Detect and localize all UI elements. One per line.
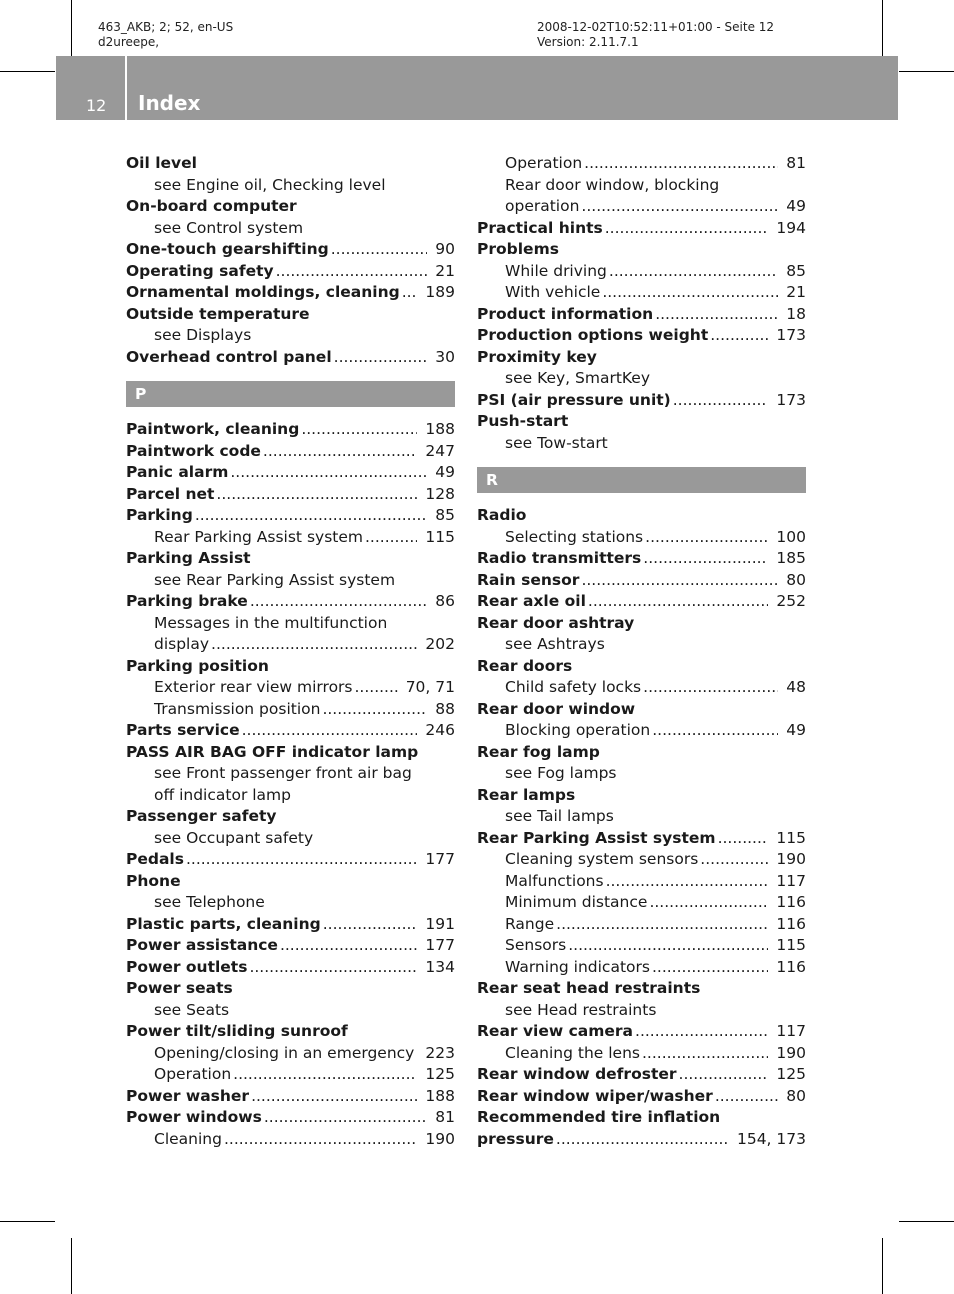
index-entry-label: Ornamental moldings, cleaning: [126, 283, 400, 301]
index-page-ref: 190: [776, 1043, 806, 1062]
index-page-ref: 185: [776, 549, 806, 567]
index-entry: [126, 484, 455, 506]
index-page-ref: 18: [786, 304, 806, 323]
dot-leader: [700, 849, 768, 871]
index-entry: [126, 871, 455, 893]
crop-mark: [71, 0, 72, 56]
index-subentry: [477, 720, 806, 742]
index-page-ref: 80: [786, 570, 806, 589]
index-entry-label: Parts service: [126, 721, 240, 739]
index-page-ref: 134: [425, 957, 455, 976]
index-entry-label: see Control system: [154, 218, 304, 237]
index-page-ref: 117: [776, 871, 806, 890]
index-entry-label: Recommended tire inflation: [477, 1108, 721, 1126]
crop-mark: [882, 0, 883, 56]
index-page-ref: 21: [435, 261, 455, 280]
dot-leader: [605, 218, 769, 240]
index-entry: [126, 978, 455, 1000]
index-subentry: [126, 527, 455, 549]
index-page-ref: 190: [776, 850, 806, 868]
index-entry-label: Cleaning the lens: [505, 1043, 640, 1062]
index-page-ref: 48: [786, 678, 806, 696]
index-page-ref: 116: [776, 957, 806, 976]
index-entry-label: Range: [505, 914, 555, 933]
index-entry-label: One-touch gearshifting: [126, 240, 329, 258]
index-subentry: [477, 1043, 806, 1065]
index-entry: [126, 806, 455, 828]
index-page-ref: 30: [435, 347, 455, 366]
index-entry: [477, 1107, 806, 1129]
index-entry-label: With vehicle: [505, 283, 601, 301]
index-subentry: [126, 1064, 455, 1086]
index-entry-label: Outside temperature: [126, 304, 310, 323]
index-entry-label: see Tow-start: [505, 433, 608, 452]
index-subentry: [477, 914, 806, 936]
index-entry-label: Operating safety: [126, 261, 274, 280]
index-entry: [126, 505, 455, 527]
index-entry: [126, 914, 455, 936]
index-page-ref: 190: [425, 1129, 455, 1148]
dot-leader: [602, 282, 778, 304]
index-entry-label: PSI (air pressure unit): [477, 390, 671, 409]
index-letter-heading: R: [477, 467, 806, 493]
crop-mark: [0, 71, 55, 72]
index-entry-label: Product information: [477, 304, 654, 323]
dot-leader: [568, 935, 768, 957]
index-entry-label: Transmission position: [154, 699, 321, 718]
index-entry: [477, 699, 806, 721]
index-entry: [126, 441, 455, 463]
dot-leader: [276, 261, 428, 283]
index-entry-label: Power tilt/sliding sunroof: [126, 1022, 348, 1040]
index-entry-label: Rear seat head restraints: [477, 979, 701, 997]
index-entry: [126, 849, 455, 871]
index-entry-label: Radio transmitters: [477, 549, 642, 567]
index-entry: [477, 570, 806, 592]
index-entry-label: While driving: [505, 261, 607, 280]
dot-leader: [652, 720, 778, 742]
dot-leader: [263, 441, 417, 463]
index-entry: [477, 1086, 806, 1108]
index-entry-label: Parking: [126, 506, 193, 524]
index-entry-label: Rear window wiper/washer: [477, 1086, 713, 1105]
dot-leader: [250, 591, 427, 613]
dot-leader: [334, 347, 428, 369]
dot-leader: [718, 828, 769, 850]
index-entry: [477, 239, 806, 261]
index-page-ref: 115: [776, 936, 806, 954]
index-page-ref: 125: [425, 1065, 455, 1083]
index-subentry: [477, 153, 806, 175]
index-subentry: [126, 634, 455, 656]
index-subentry: [126, 613, 455, 635]
index-page-ref: 90: [435, 240, 455, 258]
index-subentry: [477, 634, 806, 656]
index-entry-label: Pedals: [126, 850, 184, 868]
dot-leader: [323, 914, 418, 936]
index-entry-label: Plastic parts, cleaning: [126, 914, 321, 933]
index-entry: [477, 785, 806, 807]
index-subentry: [477, 957, 806, 979]
index-entry: [477, 505, 806, 527]
dot-leader: [322, 699, 427, 721]
dot-leader: [249, 957, 417, 979]
dot-leader: [224, 1129, 417, 1151]
dot-leader: [652, 957, 768, 979]
index-entry: [126, 239, 455, 261]
dot-leader: [673, 390, 769, 412]
index-entry-label: Opening/closing in an emergency: [154, 1043, 415, 1062]
index-page-ref: 80: [786, 1086, 806, 1105]
index-entry: [477, 978, 806, 1000]
dot-leader: [715, 1086, 778, 1108]
index-entry: [126, 1086, 455, 1108]
dot-leader: [643, 548, 768, 570]
index-entry: [477, 828, 806, 850]
dot-leader: [280, 935, 417, 957]
page-number: 12: [86, 96, 107, 115]
index-subentry: [477, 677, 806, 699]
index-page-ref: 247: [425, 441, 455, 460]
dot-leader: [211, 634, 417, 656]
index-entry: [477, 325, 806, 347]
index-entry-label: Power seats: [126, 979, 233, 997]
index-entry-label: Rear door window: [477, 699, 636, 718]
index-entry-label: Rear Parking Assist system: [154, 527, 363, 546]
dot-leader: [609, 261, 778, 283]
index-subentry: [477, 433, 806, 455]
dot-leader: [216, 484, 417, 506]
print-meta-right: [537, 20, 774, 50]
index-page-ref: 188: [425, 420, 455, 438]
index-page-ref: 49: [786, 721, 806, 739]
index-page-ref: 49: [786, 197, 806, 215]
dot-leader: [635, 1021, 768, 1043]
index-subentry: [477, 527, 806, 549]
index-page-ref: 81: [435, 1108, 455, 1126]
index-subentry: [477, 806, 806, 828]
index-subentry: [477, 849, 806, 871]
dot-leader: [230, 462, 427, 484]
dot-leader: [710, 325, 768, 347]
index-page-ref: 154, 173: [736, 1129, 806, 1148]
index-entry-label: Parcel net: [126, 484, 215, 503]
index-entry: [126, 720, 455, 742]
print-meta-line: 463_AKB; 2; 52, en-US: [98, 20, 234, 34]
index-entry-label: Cleaning system sensors: [505, 850, 699, 868]
index-page-ref: 116: [776, 914, 806, 933]
index-page-ref: 177: [425, 850, 455, 868]
index-page-ref: 223: [425, 1043, 455, 1062]
index-entry-label: see Rear Parking Assist system: [154, 570, 396, 589]
index-entry-label: Operation: [154, 1065, 232, 1083]
index-entry-label: Practical hints: [477, 218, 603, 237]
index-page-ref: 85: [786, 261, 806, 280]
index-entry-label: Power assistance: [126, 936, 278, 954]
index-entry: [126, 196, 455, 218]
index-page-ref: 88: [435, 699, 455, 718]
index-subentry: [477, 196, 806, 218]
dot-leader: [365, 527, 417, 549]
index-entry-label: Selecting stations: [505, 527, 644, 546]
index-entry-label: see Ashtrays: [505, 635, 605, 653]
index-entry-label: Problems: [477, 240, 559, 258]
index-entry: [477, 548, 806, 570]
index-subentry: [126, 892, 455, 914]
dot-leader: [233, 1064, 417, 1086]
dot-leader: [301, 419, 417, 441]
index-page-ref: 70, 71: [405, 678, 455, 696]
index-subentry: [477, 261, 806, 283]
header-divider: [125, 56, 127, 120]
index-page-ref: 115: [425, 527, 455, 546]
index-entry: [477, 1064, 806, 1086]
index-entry-label: see Displays: [154, 326, 252, 344]
index-entry: [126, 261, 455, 283]
index-entry-label: Warning indicators: [505, 957, 650, 976]
index-subentry: [477, 763, 806, 785]
dot-leader: [242, 720, 418, 742]
dot-leader: [642, 1043, 768, 1065]
index-column-right: [477, 153, 806, 1150]
index-subentry: [477, 871, 806, 893]
index-subentry: [126, 828, 455, 850]
index-entry: [477, 218, 806, 240]
index-entry-label: Rear door window, blocking: [505, 175, 720, 194]
index-entry-label: Paintwork, cleaning: [126, 420, 300, 438]
print-meta-line: Version: 2.11.7.1: [537, 35, 639, 49]
dot-leader: [251, 1086, 417, 1108]
index-page-ref: 252: [776, 592, 806, 610]
index-entry: [126, 1107, 455, 1129]
index-subentry: [126, 763, 455, 785]
index-entry-label: Malfunctions: [505, 871, 604, 890]
index-entry-label: Rain sensor: [477, 570, 580, 589]
crop-mark: [71, 1238, 72, 1294]
dot-leader: [679, 1064, 769, 1086]
index-page-ref: 21: [786, 283, 806, 301]
dot-leader: [581, 196, 778, 218]
dot-leader: [606, 871, 769, 893]
index-entry-label: Sensors: [505, 936, 567, 954]
index-entry-label: Panic alarm: [126, 463, 229, 481]
index-subentry: [126, 785, 455, 807]
index-page-ref: 125: [776, 1065, 806, 1083]
index-entry-label: display: [154, 635, 210, 653]
index-entry-label: Parking Assist: [126, 549, 251, 567]
index-entry: [477, 1021, 806, 1043]
index-column-left: [126, 153, 455, 1150]
index-entry: [126, 153, 455, 175]
index-entry-label: Phone: [126, 871, 181, 890]
index-entry-label: Rear lamps: [477, 785, 576, 804]
index-subentry: [477, 1000, 806, 1022]
index-entry-label: Rear axle oil: [477, 592, 586, 610]
index-entry: [477, 742, 806, 764]
index-entry: [477, 1129, 806, 1151]
index-entry: [126, 1021, 455, 1043]
index-page-ref: 191: [425, 914, 455, 933]
index-entry-label: see Telephone: [154, 893, 265, 911]
index-subentry: [126, 1129, 455, 1151]
dot-leader: [416, 1043, 417, 1065]
dot-leader: [581, 570, 778, 592]
dot-leader: [556, 914, 768, 936]
dot-leader: [195, 505, 427, 527]
dot-leader: [588, 591, 769, 613]
index-entry: [126, 282, 455, 304]
index-page-ref: 128: [425, 484, 455, 503]
index-entry-label: Rear door ashtray: [477, 613, 635, 632]
print-meta-line: 2008-12-02T10:52:11+01:00 - Seite 12: [537, 20, 775, 34]
index-entry-label: Rear Parking Assist system: [477, 828, 716, 847]
index-subentry: [126, 570, 455, 592]
index-entry: [126, 548, 455, 570]
index-entry: [477, 411, 806, 433]
index-page-ref: 49: [435, 463, 455, 481]
index-page-ref: 116: [776, 893, 806, 911]
index-entry-label: Messages in the multifunction: [154, 613, 388, 632]
index-entry-label: operation: [505, 197, 580, 215]
print-meta-line: d2ureepe,: [98, 35, 160, 49]
dot-leader: [264, 1107, 427, 1129]
index-entry-label: Blocking operation: [505, 721, 651, 739]
index-page-ref: 194: [776, 218, 806, 237]
index-entry: [126, 656, 455, 678]
index-entry-label: Power washer: [126, 1086, 250, 1105]
dot-leader: [649, 892, 768, 914]
index-subentry: [126, 218, 455, 240]
index-entry-label: Passenger safety: [126, 807, 277, 825]
index-entry: [477, 347, 806, 369]
index-entry: [477, 613, 806, 635]
index-entry: [126, 304, 455, 326]
index-entry-label: see Tail lamps: [505, 807, 614, 825]
crop-mark: [882, 1238, 883, 1294]
index-entry: [477, 656, 806, 678]
index-page-ref: 173: [776, 326, 806, 344]
index-entry: [477, 304, 806, 326]
dot-leader: [655, 304, 778, 326]
index-page-ref: 115: [776, 828, 806, 847]
index-page-ref: 100: [776, 527, 806, 546]
index-entry-label: see Seats: [154, 1000, 230, 1019]
index-entry-label: pressure: [477, 1129, 554, 1148]
index-entry-label: see Head restraints: [505, 1000, 657, 1019]
index-entry-label: see Engine oil, Checking level: [154, 175, 386, 194]
index-entry: [126, 935, 455, 957]
dot-leader: [584, 153, 778, 175]
index-subentry: [126, 175, 455, 197]
index-entry: [477, 390, 806, 412]
index-entry-label: Push-start: [477, 412, 569, 430]
index-entry: [477, 591, 806, 613]
index-entry-label: Production options weight: [477, 326, 709, 344]
index-page-ref: 189: [425, 283, 455, 301]
dot-leader: [402, 282, 418, 304]
index-entry-label: Parking brake: [126, 592, 248, 610]
dot-leader: [645, 527, 768, 549]
index-entry-label: Exterior rear view mirrors: [154, 678, 353, 696]
index-entry: [126, 742, 455, 764]
print-meta-left: [98, 20, 233, 50]
index-subentry: [477, 368, 806, 390]
index-entry-label: PASS AIR BAG OFF indicator lamp: [126, 742, 419, 761]
index-entry-label: Minimum distance: [505, 893, 648, 911]
index-entry: [126, 419, 455, 441]
index-subentry: [126, 1043, 455, 1065]
index-page-ref: 117: [776, 1022, 806, 1040]
index-entry-label: Power windows: [126, 1108, 262, 1126]
index-entry-label: Overhead control panel: [126, 347, 332, 366]
dot-leader: [643, 677, 778, 699]
index-subentry: [126, 677, 455, 699]
index-entry-label: Cleaning: [154, 1129, 222, 1148]
index-page-ref: 202: [425, 635, 455, 653]
index-entry-label: Rear window defroster: [477, 1065, 677, 1083]
index-page-ref: 86: [435, 592, 455, 610]
index-page-ref: 85: [435, 506, 455, 524]
index-entry-label: see Front passenger front air bag: [154, 764, 412, 782]
index-entry: [126, 462, 455, 484]
index-subentry: [477, 935, 806, 957]
index-entry-label: On-board computer: [126, 197, 297, 215]
index-entry: [126, 591, 455, 613]
index-entry-label: see Key, SmartKey: [505, 369, 651, 387]
crop-mark: [899, 71, 954, 72]
index-entry-label: Rear doors: [477, 656, 573, 675]
index-entry: [126, 957, 455, 979]
index-subentry: [126, 1000, 455, 1022]
index-entry-label: Oil level: [126, 154, 197, 172]
index-entry-label: Power outlets: [126, 957, 248, 976]
crop-mark: [0, 1221, 55, 1222]
index-entry-label: Child safety locks: [505, 678, 642, 696]
index-entry-label: Rear fog lamp: [477, 742, 600, 761]
index-entry-label: see Occupant safety: [154, 828, 314, 847]
index-subentry: [477, 282, 806, 304]
index-entry-label: Radio: [477, 506, 527, 524]
index-entry: [126, 347, 455, 369]
section-title: Index: [138, 91, 201, 115]
index-page-ref: 81: [786, 154, 806, 172]
dot-leader: [355, 677, 398, 699]
dot-leader: [331, 239, 428, 261]
index-entry-label: off indicator lamp: [154, 785, 291, 804]
dot-leader: [556, 1129, 729, 1151]
index-letter-heading: P: [126, 381, 455, 407]
index-entry-label: Operation: [505, 154, 583, 172]
index-subentry: [126, 325, 455, 347]
index-subentry: [477, 175, 806, 197]
index-entry-label: Rear view camera: [477, 1022, 634, 1040]
index-entry-label: Parking position: [126, 656, 269, 675]
index-page-ref: 246: [425, 721, 455, 739]
index-entry-label: Proximity key: [477, 347, 597, 366]
index-entry-label: Paintwork code: [126, 441, 261, 460]
index-page-ref: 173: [776, 390, 806, 409]
index-page-ref: 177: [425, 936, 455, 954]
dot-leader: [186, 849, 417, 871]
crop-mark: [899, 1221, 954, 1222]
index-entry-label: see Fog lamps: [505, 764, 617, 782]
index-page-ref: 188: [425, 1086, 455, 1105]
index-subentry: [477, 892, 806, 914]
index-subentry: [126, 699, 455, 721]
